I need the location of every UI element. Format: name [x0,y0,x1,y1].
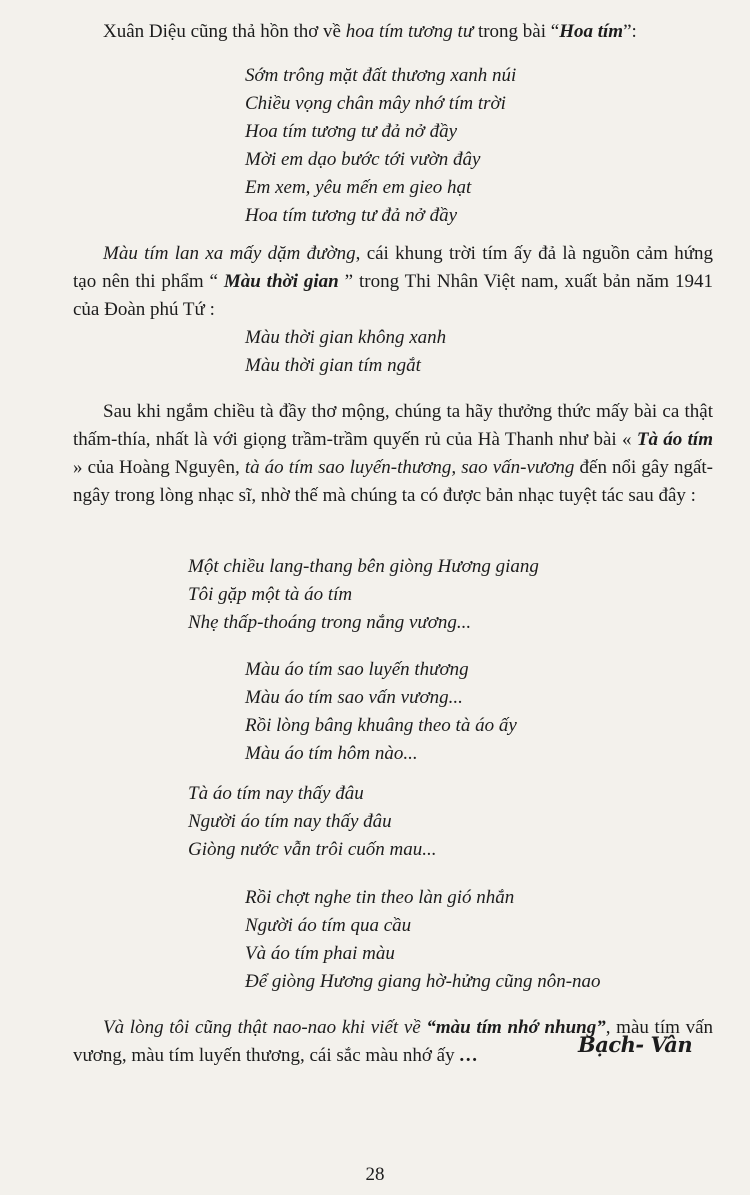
verse-line: Chiều vọng chân mây nhớ tím trời [245,93,506,114]
verse-line: Màu áo tím sao luyến thương [245,659,469,680]
verse-line: Và áo tím phai màu [245,943,395,964]
page-number: 28 [365,1164,385,1185]
verse-line: Một chiều lang-thang bên giòng Hương giang [188,556,539,577]
poem-title: Hoa tím [559,21,624,42]
verse-line: Tà áo tím nay thấy đâu [188,783,364,804]
verse-line: Rồi lòng bâng khuâng theo tà áo ấy [245,715,517,736]
text-run: , cái khung trời tím ấy đả là nguồn cảm hứng tạo nên thi phẩm “ [73,243,714,292]
poem-hoa-tim [245,62,516,230]
text-run: ”: [623,21,637,42]
song-stanza-3 [188,780,436,864]
text-run: » của Hoàng Nguyên [73,457,235,478]
song-stanza-1 [188,553,539,637]
verse-line: Người áo tím nay thấy đâu [188,811,392,832]
text-run: Sau khi ngắm chiều tà đầy thơ mộng, chúng ta hãy thưởng thức mấy bài ca thật thấm-thía, nhất là với giọng trầm-trầm quyến rủ của Hà Thanh như bài « [73,401,713,450]
intro-paragraph [73,18,713,46]
emphasis-text: , tà áo tím sao luyến-thương, sao vấn-vương [234,457,575,478]
author-signature: Bạch- Vân [578,1032,693,1057]
verse-line: Để giòng Hương giang hờ-hửng cũng nôn-nao [245,971,601,992]
paragraph-ta-ao-tim [73,398,713,510]
text-run: Xuân Diệu cũng thả hồn thơ về [103,21,346,42]
emphasis-bold-text: “màu tím nhớ nhung” [426,1017,606,1038]
song-stanza-4 [245,884,601,996]
emphasis-text: Màu tím lan xa mấy dặm đường [103,243,356,264]
verse-line: Giòng nước vẫn trôi cuốn mau... [188,839,437,860]
song-stanza-2 [245,656,517,768]
verse-line: Sớm trông mặt đất thương xanh núi [245,65,517,86]
verse-line: Em xem, yêu mến em gieo hạt [245,177,472,198]
poem-title: Màu thời gian [223,271,339,292]
verse-line: Hoa tím tương tư đả nở đầy [245,121,457,142]
ellipsis: … [459,1045,479,1066]
verse-line: Hoa tím tương tư đả nở đầy [245,205,457,226]
verse-line: Mời em dạo bước tới vườn đây [245,149,481,170]
emphasis-text: hoa tím tương tư [345,21,474,42]
verse-line: Màu thời gian không xanh [245,327,447,348]
verse-line: Nhẹ thấp-thoáng trong nắng vương... [188,612,472,633]
poem-mau-thoi-gian [245,324,446,380]
text-run: trong bài “ [473,21,560,42]
verse-line: Rồi chợt nghe tin theo làn gió nhắn [245,887,515,908]
verse-line: Màu áo tím hôm nào... [245,743,418,764]
verse-line: Màu thời gian tím ngắt [245,355,421,376]
paragraph-mau-thoi-gian [73,240,713,324]
song-title: Tà áo tím [636,429,713,450]
verse-line: Tôi gặp một tà áo tím [188,584,353,605]
text-run: đến nổi gây ngất-ngây trong lòng nhạc sĩ, nhờ thế mà chúng ta có được bản nhạc tuyệt tác sau đây : [73,457,714,506]
text-run: ” trong Thi Nhân Việt nam, xuất bản năm 1941 của Đoàn phú Tứ : [73,271,713,320]
emphasis-text: Và lòng tôi cũng thật nao-nao khi viết về [103,1017,427,1038]
verse-line: Người áo tím qua cầu [245,915,412,936]
verse-line: Màu áo tím sao vấn vương... [245,687,463,708]
text-run: , màu tím vấn vương, màu tím luyến thương, cái sắc màu nhớ ấy [73,1017,714,1066]
